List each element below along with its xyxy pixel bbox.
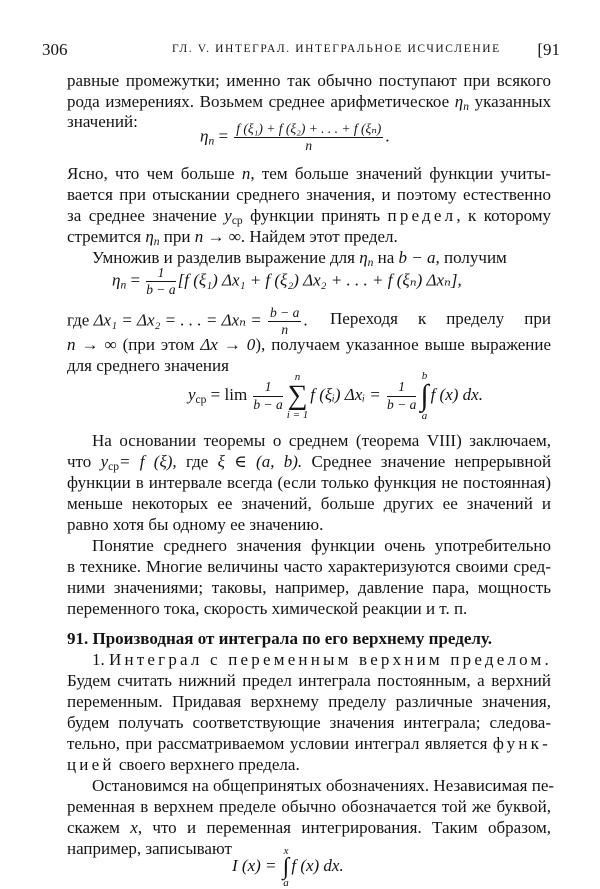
equation-body: f (x) dx. bbox=[430, 385, 483, 404]
integral-operator bbox=[420, 370, 428, 422]
equation-variable-upper-limit bbox=[232, 845, 344, 889]
text-line bbox=[67, 335, 551, 355]
text-span: указанных bbox=[474, 92, 552, 111]
fraction-denominator: n bbox=[281, 322, 289, 338]
math-sub: ср bbox=[195, 394, 207, 406]
fraction bbox=[268, 306, 301, 337]
running-header bbox=[42, 40, 560, 62]
text-line: функции в интервале всегда (если только функция не постоянная) bbox=[67, 473, 551, 492]
spaced-emphasis: предел bbox=[387, 206, 457, 225]
integral-upper-limit: x bbox=[283, 845, 289, 857]
text-line bbox=[67, 92, 551, 117]
math-expr: b − a bbox=[398, 248, 436, 267]
sum-operator bbox=[287, 371, 308, 421]
math-eta: η bbox=[200, 126, 209, 146]
spaced-emphasis: цией bbox=[67, 755, 115, 774]
text-line: меньше некоторых ее значений, больше других ее значений и bbox=[67, 494, 551, 513]
math-expr: = f (ξ), bbox=[118, 452, 177, 471]
text-span: , что и переменная интегрирования. Таким образом, bbox=[137, 818, 551, 837]
section-heading: 91. Производная от интеграла по его верхнему пределу. bbox=[67, 629, 492, 648]
math-expr: I (x) = bbox=[232, 855, 277, 875]
math-expr: Δx₁ = Δx₂ = . . . = Δxₙ = bbox=[93, 310, 262, 330]
text-span: , получим bbox=[435, 248, 507, 267]
text-span: . bbox=[303, 310, 308, 330]
text-line: значений: bbox=[67, 112, 138, 131]
math-limit: Δx → 0 bbox=[200, 335, 256, 354]
math-sub: n bbox=[463, 101, 469, 113]
text-span: функции принять bbox=[250, 206, 381, 225]
text-line bbox=[67, 734, 551, 754]
math-sub: n bbox=[120, 279, 127, 292]
math-eta: η bbox=[359, 248, 368, 267]
integral-icon: ∫ bbox=[282, 854, 290, 880]
equation-body: f (x) dx. bbox=[291, 855, 344, 875]
math-sub: n bbox=[208, 135, 215, 148]
text-line bbox=[92, 650, 551, 670]
running-title: ГЛ. V. ИНТЕГРАЛ. ИНТЕГРАЛЬНОЕ ИСЧИСЛЕНИЕ bbox=[172, 43, 501, 55]
page-number: 306 bbox=[42, 40, 68, 59]
equation-average-value bbox=[188, 370, 483, 425]
equation-body: f (ξᵢ) Δxᵢ = bbox=[310, 385, 381, 404]
integral-operator bbox=[283, 845, 290, 889]
sum-lower-limit: i = 1 bbox=[286, 409, 309, 422]
subsection-number: 1. bbox=[92, 650, 105, 669]
fraction-denominator: n bbox=[305, 138, 313, 154]
math-sub: n bbox=[367, 257, 374, 269]
sigma-icon: ∑ bbox=[287, 380, 308, 412]
section-number: [91 bbox=[537, 40, 560, 59]
text-span: где bbox=[67, 310, 90, 330]
text-line: переменным. Придавая верхнему пределу различные значения, bbox=[67, 692, 551, 711]
equation-body: [f (ξ₁) Δx₁ + f (ξ₂) Δx₂ + . . . + f (ξₙ) Δxₙ], bbox=[177, 270, 462, 290]
math-n: n bbox=[241, 164, 251, 183]
math-eta: η bbox=[112, 270, 121, 290]
text-line bbox=[67, 164, 551, 184]
integral-icon: ∫ bbox=[420, 379, 429, 413]
math-limit: n → ∞ bbox=[67, 335, 117, 354]
math-y: y bbox=[224, 206, 232, 225]
sum-upper-limit: n bbox=[294, 371, 301, 384]
text-line: вается при отыскании среднего значения, и поэтому естественно bbox=[67, 185, 551, 204]
text-line-tail bbox=[330, 309, 551, 329]
spaced-emphasis: Интеграл с переменным верхним пределом. bbox=[109, 650, 552, 669]
integral-lower-limit: a bbox=[421, 410, 428, 423]
text-span: Переходя bbox=[330, 309, 398, 328]
math-sub: ср bbox=[231, 215, 243, 227]
fraction-numerator: 1 bbox=[253, 380, 282, 396]
text-line: равно хотя бы одному ее значению. bbox=[67, 515, 324, 534]
integral-upper-limit: b bbox=[421, 370, 428, 383]
integral-lower-limit: a bbox=[283, 877, 289, 889]
fraction bbox=[387, 380, 416, 411]
spaced-emphasis: функ- bbox=[492, 734, 551, 753]
math-eta: η bbox=[454, 92, 464, 111]
text-span: , тем больше значений функции учиты- bbox=[250, 164, 552, 183]
equation-eta-rewrite: $\eta_n$ = $\frac{1}{b - a}$ [f (ξ₁) Δx₁ + f (ξ₂) Δx₂ + . . . + f (ξₙ) Δxₙ], bbox=[112, 265, 462, 298]
fraction bbox=[253, 380, 282, 411]
fraction-numerator: f (ξ₁) + f (ξ₂) + . . . + f (ξₙ) bbox=[234, 122, 383, 138]
fraction-denominator: b − a bbox=[146, 282, 176, 298]
text-span: Умножив и разделив выражение для bbox=[92, 248, 355, 267]
text-line: ними значениями; таковы, например, давление пара, мощность bbox=[67, 578, 551, 597]
text-span: Ясно, что чем больше bbox=[67, 164, 235, 183]
text-span: где bbox=[185, 452, 209, 471]
text-line bbox=[67, 306, 308, 337]
math-y: y bbox=[188, 385, 196, 404]
text-line: например, записывают bbox=[67, 839, 232, 858]
equation-mean: $\eta_n$ = $\frac{\text{f (ξ₁) + f (ξ₂) + . . . + f (ξₙ)}}{n}$ . bbox=[200, 121, 390, 154]
text-line: ременная в верхнем пределе обычно обозначается той же буквой, bbox=[67, 797, 551, 816]
text-line: будем получать соответствующие значения интеграла; следова- bbox=[67, 713, 551, 732]
text-line bbox=[67, 818, 551, 838]
fraction-numerator: 1 bbox=[146, 266, 175, 282]
text-span: рода измерениях. Возьмем среднее арифметическое bbox=[67, 92, 450, 111]
fraction-numerator: b − a bbox=[268, 306, 301, 322]
text-line: переменного тока, скорость химической реакции и т. п. bbox=[67, 599, 468, 618]
text-span: что bbox=[67, 452, 92, 471]
text-span: . Найдем этот предел. bbox=[240, 227, 398, 246]
text-span: (при этом bbox=[122, 335, 195, 354]
fraction-denominator: b − a bbox=[253, 396, 283, 412]
text-span: стремится bbox=[67, 227, 142, 246]
text-line: На основании теоремы о среднем (теорема VIII) заключаем, bbox=[92, 431, 551, 450]
text-span: за среднее значение bbox=[67, 206, 217, 225]
math-sub: ср bbox=[108, 461, 119, 473]
fraction-numerator: 1 bbox=[387, 380, 416, 396]
text-span: на bbox=[377, 248, 395, 267]
fraction-denominator: b − a bbox=[386, 396, 417, 412]
math-sub: n bbox=[153, 236, 160, 248]
text-span: своего верхнего предела. bbox=[118, 755, 300, 774]
text-span: , к которому bbox=[456, 206, 552, 225]
text-line bbox=[67, 755, 300, 775]
text-span: скажем bbox=[67, 818, 120, 837]
math-limit: n → ∞ bbox=[194, 227, 241, 246]
text-span: Среднее значение непрерывной bbox=[311, 452, 552, 471]
text-line: Остановимся на общепринятых обозначениях. Независимая пе- bbox=[92, 776, 555, 795]
text-line: для среднего значения bbox=[67, 356, 229, 375]
math-y: y bbox=[100, 452, 109, 471]
text-span: пределу bbox=[446, 309, 505, 328]
text-span: к bbox=[417, 309, 427, 328]
text-span: при bbox=[524, 309, 551, 328]
text-line: в технике. Многие величины часто характеризуются своими сред- bbox=[67, 557, 551, 576]
math-lim: = lim bbox=[210, 385, 248, 404]
text-line: Понятие среднего значения функции очень употребительно bbox=[92, 536, 551, 555]
fraction bbox=[146, 266, 175, 297]
math-expr: ξ ∈ (a, b). bbox=[217, 452, 303, 471]
text-span: при bbox=[163, 227, 191, 246]
fraction bbox=[234, 122, 383, 153]
text-line: равные промежутки; именно так обычно поступают при всякого bbox=[67, 71, 551, 90]
text-line: Будем считать нижний предел интеграла постоянным, а верхний bbox=[67, 671, 551, 690]
text-span: тельно, при рассматриваемом условии интеграл является bbox=[67, 734, 488, 753]
math-eta: η bbox=[145, 227, 154, 246]
text-span: ), получаем указанное выше выражение bbox=[255, 335, 552, 354]
math-x: x bbox=[130, 818, 138, 837]
